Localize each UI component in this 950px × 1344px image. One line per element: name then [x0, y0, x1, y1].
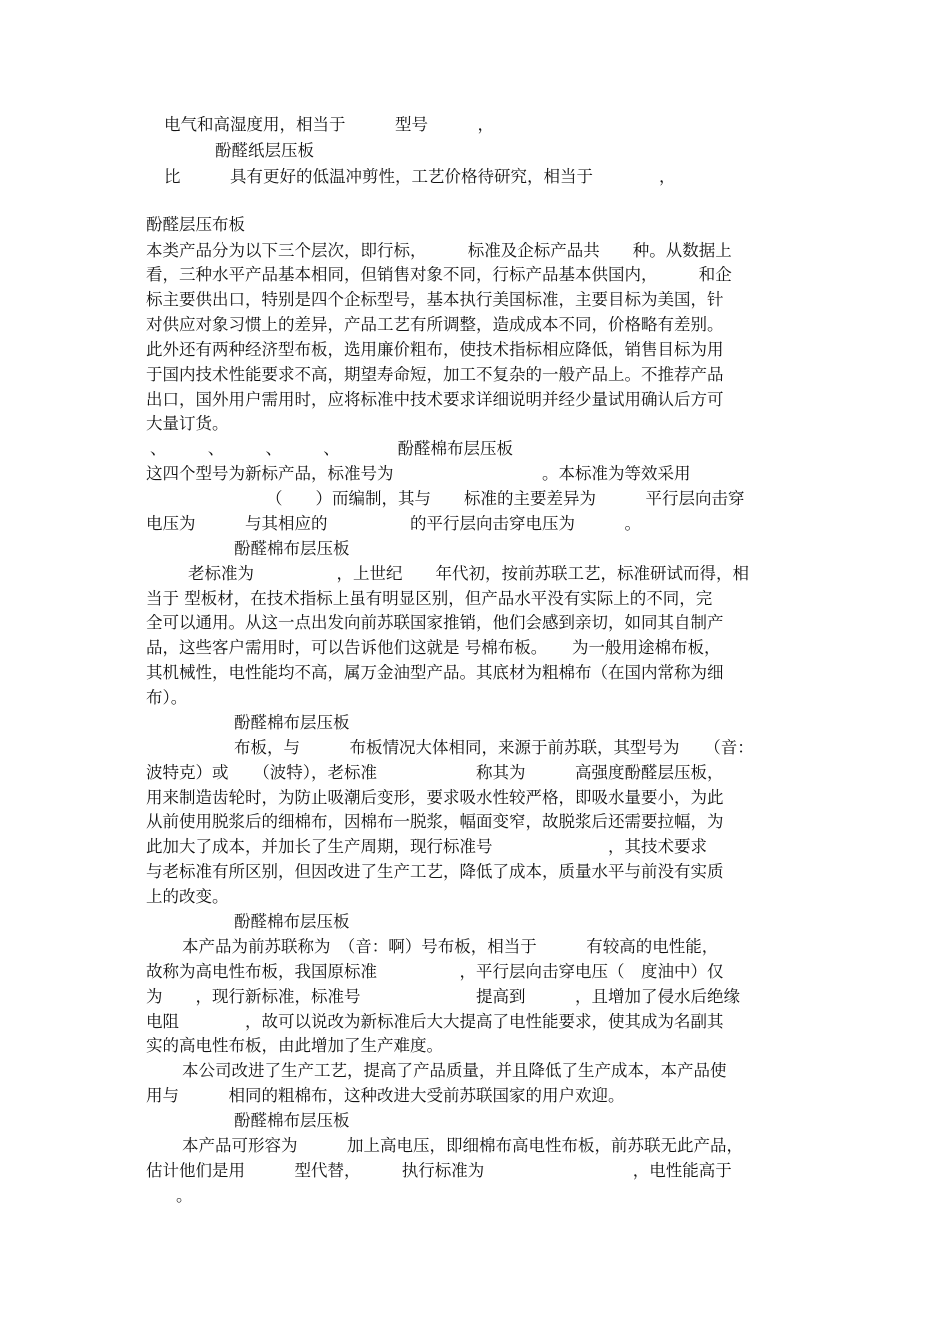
text-line: 这四个型号为新标产品，标准号为 。本标准为等效采用 [146, 464, 691, 483]
text-line: 其机械性，电性能均不高，属万金油型产品。其底材为粗棉布（在国内常称为细 [146, 663, 724, 682]
text-line: 出口，国外用户需用时，应将标准中技术要求详细说明并经少量试用确认后方可 [146, 390, 724, 409]
section-heading: 酚醛棉布层压板 [234, 713, 350, 732]
text-line: 大量订货。 [146, 414, 229, 433]
section-heading: 、 、 、 、 酚醛棉布层压板 [150, 439, 513, 458]
text-line: 品，这些客户需用时，可以告诉他们这就是 号棉布板。 为一般用途棉布板， [146, 638, 721, 657]
text-line: 布板，与 布板情况大体相同，来源于前苏联，其型号为 （音： [234, 738, 754, 757]
text-line: 标主要供出口，特别是四个企标型号，基本执行美国标准，主要目标为美国，针 [146, 290, 724, 309]
text-line: 用与 相同的粗棉布，这种改进大受前苏联国家的用户欢迎。 [146, 1086, 625, 1105]
text-line: 本产品可形容为 加上高电压，即细棉布高电性布板，前苏联无此产品， [182, 1136, 743, 1155]
text-line: 从前使用脱浆后的细棉布，因棉布一脱浆，幅面变窄，故脱浆后还需要拉幅，为 [146, 812, 724, 831]
text-line: 电阻 ，故可以说改为新标准后大大提高了电性能要求，使其成为名副其 [146, 1012, 724, 1031]
text-line: 估计他们是用 型代替， 执行标准为 ，电性能高于 [146, 1161, 732, 1180]
text-line: 电压为 与其相应的 的平行层向击穿电压为 。 [146, 514, 641, 533]
text-line: 当于 型板材，在技术指标上虽有明显区别，但产品水平没有实际上的不同，完 [146, 589, 713, 608]
text-line: 此外还有两种经济型布板，选用廉价粗布，使技术指标相应降低，销售目标为用 [146, 340, 724, 359]
text-line: 波特克）或 （波特），老标准 称其为 高强度酚醛层压板， [146, 763, 724, 782]
text-line: 比 具有更好的低温冲剪性，工艺价格待研究，相当于 ， [164, 167, 676, 186]
text-line: 上的改变。 [146, 887, 229, 906]
text-line: 与老标准有所区别，但因改进了生产工艺，降低了成本，质量水平与前没有实质 [146, 862, 724, 881]
text-line: 本公司改进了生产工艺，提高了产品质量，并且降低了生产成本，本产品使 [182, 1061, 727, 1080]
text-line: 布）。 [146, 688, 188, 707]
text-line: 全可以通用。从这一点出发向前苏联国家推销，他们会感到亲切，如同其自制产 [146, 613, 724, 632]
section-heading: 酚醛层压布板 [146, 215, 245, 234]
text-line: （ ）而编制，其与 标准的主要差异为 平行层向击穿 [266, 489, 745, 508]
text-line: 于国内技术性能要求不高，期望寿命短，加工不复杂的一般产品上。不推荐产品 [146, 365, 724, 384]
section-heading: 酚醛棉布层压板 [234, 539, 350, 558]
text-line: 此加大了成本，并加长了生产周期，现行标准号 ，其技术要求 [146, 837, 707, 856]
section-heading: 酚醛棉布层压板 [234, 912, 350, 931]
text-line: 电气和高湿度用，相当于 型号 ， [164, 115, 494, 134]
text-line: 故称为高电性布板，我国原标准 ，平行层向击穿电压（ 度油中）仅 [146, 962, 724, 981]
text-line: 老标准为 ，上世纪 年代初，按前苏联工艺，标准研试而得，相 [188, 564, 749, 583]
section-heading: 酚醛棉布层压板 [234, 1111, 350, 1130]
text-line: 对供应对象习惯上的差异，产品工艺有所调整，造成成本不同，价格略有差别。 [146, 315, 724, 334]
text-line: 用来制造齿轮时，为防止吸潮后变形，要求吸水性较严格，即吸水量要小，为此 [146, 788, 724, 807]
section-heading: 酚醛纸层压板 [215, 141, 314, 160]
text-line: 。 [176, 1186, 193, 1205]
text-line: 实的高电性布板，由此增加了生产难度。 [146, 1036, 443, 1055]
text-line: 看，三种水平产品基本相同，但销售对象不同，行标产品基本供国内， 和企 [146, 265, 732, 284]
text-line: 为 ，现行新标准，标准号 提高到 ，且增加了侵水后绝缘 [146, 987, 740, 1006]
text-line: 本类产品分为以下三个层次，即行标， 标准及企标产品共 种。从数据上 [146, 241, 732, 260]
text-line: 本产品为前苏联称为 （音：啊）号布板，相当于 有较高的电性能， [182, 937, 719, 956]
